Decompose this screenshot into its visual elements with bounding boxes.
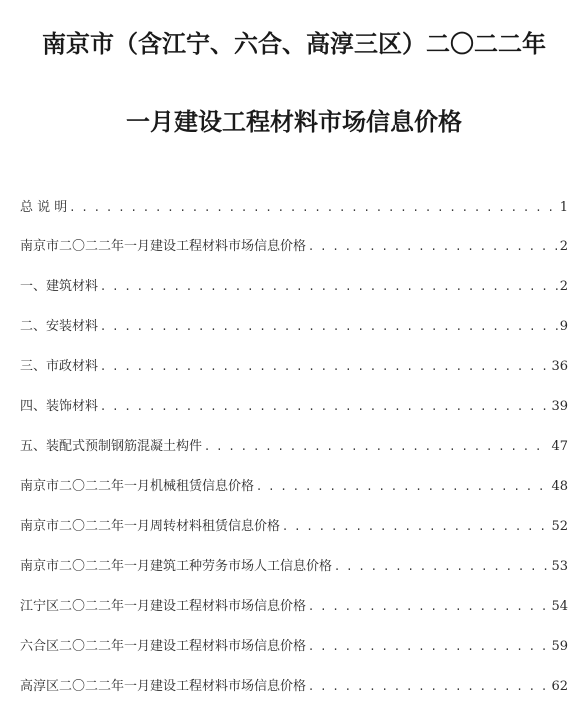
toc-entry [20, 275, 568, 315]
toc-entry-page: 1 [559, 200, 568, 215]
toc-entry [20, 235, 568, 275]
toc-dot-leader [309, 639, 549, 654]
toc-entry-page: 36 [551, 359, 568, 374]
toc-entry-label: 南京市二〇二二年一月机械租赁信息价格 [20, 479, 255, 494]
toc-entry [20, 315, 568, 355]
toc-entry [20, 675, 568, 715]
toc-entry [20, 435, 568, 475]
toc-dot-leader [205, 439, 549, 454]
toc-dot-leader [283, 519, 549, 534]
toc-entry-page: 2 [559, 239, 568, 254]
toc-entry-page: 54 [551, 599, 568, 614]
toc-entry-page: 47 [551, 439, 568, 454]
toc-dot-leader [101, 279, 558, 294]
toc-entry [20, 595, 568, 635]
toc-dot-leader [309, 679, 549, 694]
toc-entry-page: 48 [551, 479, 568, 494]
toc-entry-label: 南京市二〇二二年一月建设工程材料市场信息价格 [20, 239, 307, 254]
toc-entry [20, 515, 568, 555]
toc-entry [20, 355, 568, 395]
toc-entry-page: 53 [551, 559, 568, 574]
toc-entry-label: 二、安装材料 [20, 319, 99, 334]
toc-entry-label: 五、装配式预制钢筋混凝土构件 [20, 439, 203, 454]
toc-entry [20, 395, 568, 435]
toc-dot-leader [309, 599, 549, 614]
toc-entry-label: 三、市政材料 [20, 359, 99, 374]
document-title-line-1: 南京市（含江宁、六合、高淳三区）二〇二二年 [42, 30, 546, 58]
toc-entry-page: 62 [551, 679, 568, 694]
toc-entry [20, 555, 568, 595]
toc-entry-page: 2 [559, 279, 568, 294]
toc-entry [20, 196, 568, 235]
toc-entry-page: 59 [551, 639, 568, 654]
toc-entry-label: 四、装饰材料 [20, 399, 99, 414]
toc-dot-leader [101, 399, 549, 414]
toc-dot-leader [257, 479, 549, 494]
toc-entry-page: 52 [551, 519, 568, 534]
toc-entry-page: 9 [559, 319, 568, 334]
toc-dot-leader [101, 359, 549, 374]
toc-entry-label: 南京市二〇二二年一月周转材料租赁信息价格 [20, 519, 281, 534]
table-of-contents [20, 196, 568, 715]
toc-dot-leader [335, 559, 549, 574]
toc-dot-leader [70, 200, 557, 215]
toc-entry-page: 39 [551, 399, 568, 414]
toc-entry [20, 475, 568, 515]
toc-entry-label: 六合区二〇二二年一月建设工程材料市场信息价格 [20, 639, 307, 654]
toc-entry-label: 江宁区二〇二二年一月建设工程材料市场信息价格 [20, 599, 307, 614]
toc-entry-label: 高淳区二〇二二年一月建设工程材料市场信息价格 [20, 679, 307, 694]
toc-entry-label: 总 说 明 [20, 200, 68, 215]
toc-entry-label: 一、建筑材料 [20, 279, 99, 294]
toc-dot-leader [101, 319, 558, 334]
toc-entry-label: 南京市二〇二二年一月建筑工种劳务市场人工信息价格 [20, 559, 333, 574]
document-title-line-2: 一月建设工程材料市场信息价格 [126, 108, 462, 136]
toc-dot-leader [309, 239, 558, 254]
toc-entry [20, 635, 568, 675]
